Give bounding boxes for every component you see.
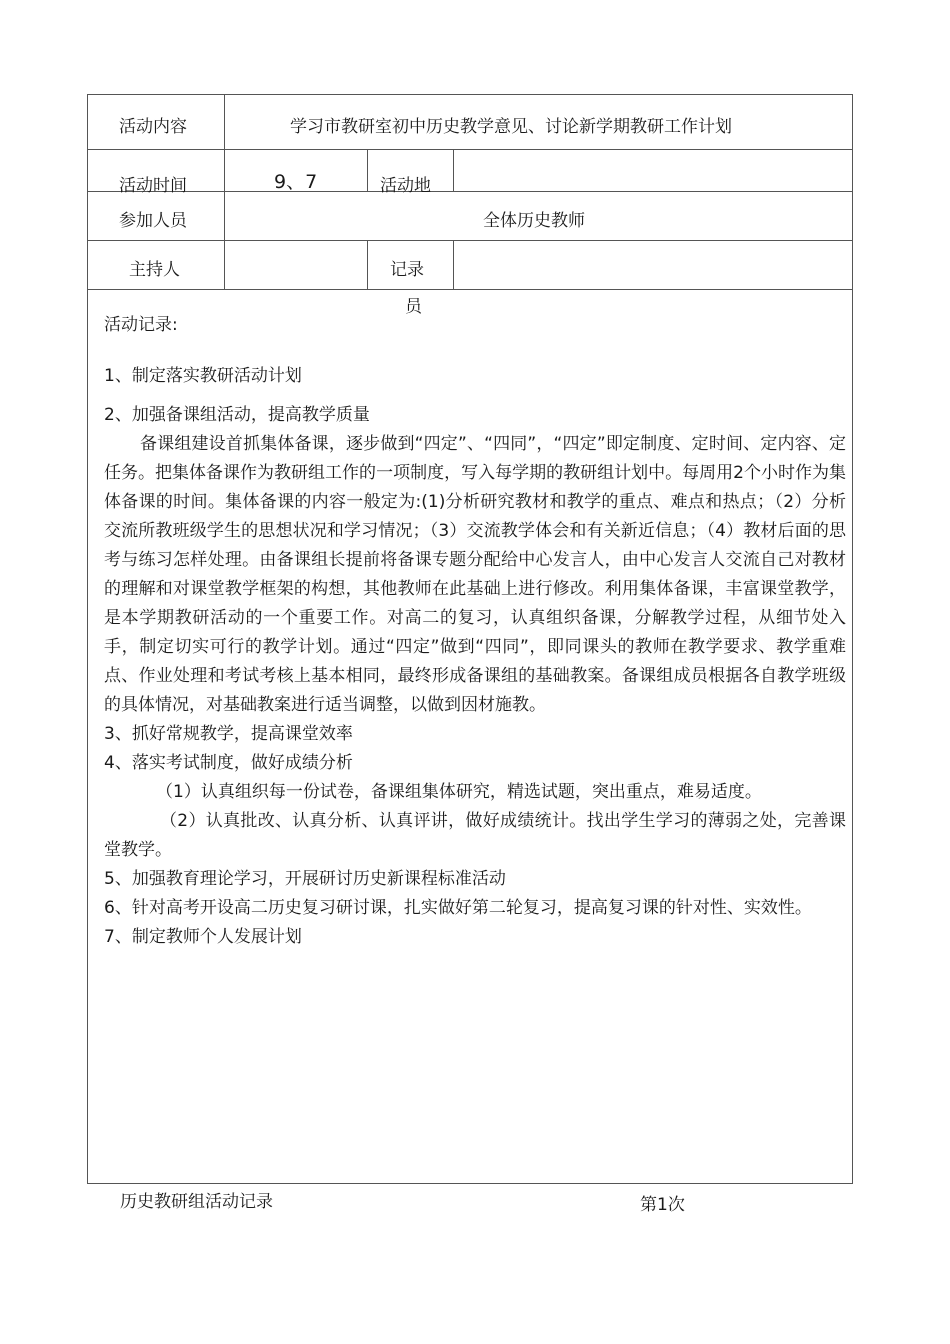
table-rule [88, 149, 852, 150]
activity-time-label: 活动时间 [119, 176, 187, 196]
footer-title: 历史教研组活动记录 [120, 1192, 273, 1212]
table-rule [88, 240, 852, 241]
table-rule [453, 240, 454, 289]
activity-record [104, 311, 846, 952]
record-item-4-sub-2: （2）认真批改、认真分析、认真评讲，做好成绩统计。找出学生学习的薄弱之处，完善课堂教学。 [104, 811, 846, 860]
record-item-1: 1、制定落实教研活动计划 [104, 366, 302, 386]
record-item-4-sub-1: （1）认真组织每一份试卷，备课组集体研究，精选试题，突出重点，难易适度。 [156, 782, 762, 802]
recorder-label-2: 员 [405, 297, 422, 317]
record-item-3: 3、抓好常规教学，提高课堂效率 [104, 724, 353, 744]
record-heading: 活动记录: [104, 315, 178, 335]
record-item-5: 5、加强教育理论学习，开展研讨历史新课程标准活动 [104, 869, 506, 889]
footer-count: 第1次 [640, 1195, 685, 1215]
record-item-2-paragraph: 备课组建设首抓集体备课，逐步做到“四定”、“四同”，“四定”即定制度、定时间、定内容、定任务。把集体备课作为教研组工作的一项制度，写入每学期的教研组计划中。每周用2个小时作为集体备课的时间。集体备课的内容一般定为:(1)分析研究教材和教学的重点、难点和热点；（2）分析交流所教班级学生的思想状况和学习情况；（3）交流教学体会和有关新近信息；（4）教材后面的思考与练习怎样处理。由备课组长提前将备课专题分配给中心发言人，由中心发言人交流自己对教材的理解和对课堂教学框架的构想，其他教师在此基础上进行修改。利用集体备课，丰富课堂教学，是本学期教研活动的一个重要工作。对高二的复习，认真组织备课，分解教学过程，从细节处入手，制定切实可行的教学计划。通过“四定”做到“四同”，即同课头的教师在教学要求、教学重难点、作业处理和考试考核上基本相同，最终形成备课组的基础教案。备课组成员根据各自教学班级的具体情况，对基础教案进行适当调整，以做到因材施教。 [104, 434, 846, 715]
spacer [104, 340, 846, 362]
table-rule [88, 289, 852, 290]
host-label: 主持人 [129, 260, 180, 280]
record-item-7: 7、制定教师个人发展计划 [104, 927, 302, 947]
table-rule [367, 149, 368, 191]
recorder-label: 记录 [390, 260, 424, 280]
record-item-6: 6、针对高考开设高二历史复习研讨课，扎实做好第二轮复习，提高复习课的针对性、实效性。 [104, 898, 812, 918]
participants-value: 全体历史教师 [483, 211, 585, 231]
table-rule [88, 191, 852, 192]
activity-place-label: 活动地 [380, 176, 431, 196]
record-table [87, 94, 853, 1184]
table-rule [367, 240, 368, 289]
activity-content-label: 活动内容 [119, 117, 187, 137]
table-rule [224, 95, 225, 289]
record-item-4: 4、落实考试制度，做好成绩分析 [104, 753, 353, 773]
activity-content-value: 学习市教研室初中历史教学意见、讨论新学期教研工作计划 [290, 117, 732, 137]
spacer [104, 391, 846, 401]
record-item-2: 2、加强备课组活动，提高教学质量 [104, 405, 370, 425]
participants-label: 参加人员 [119, 211, 187, 231]
table-rule [453, 149, 454, 191]
activity-time-value: 9、7 [274, 171, 318, 193]
